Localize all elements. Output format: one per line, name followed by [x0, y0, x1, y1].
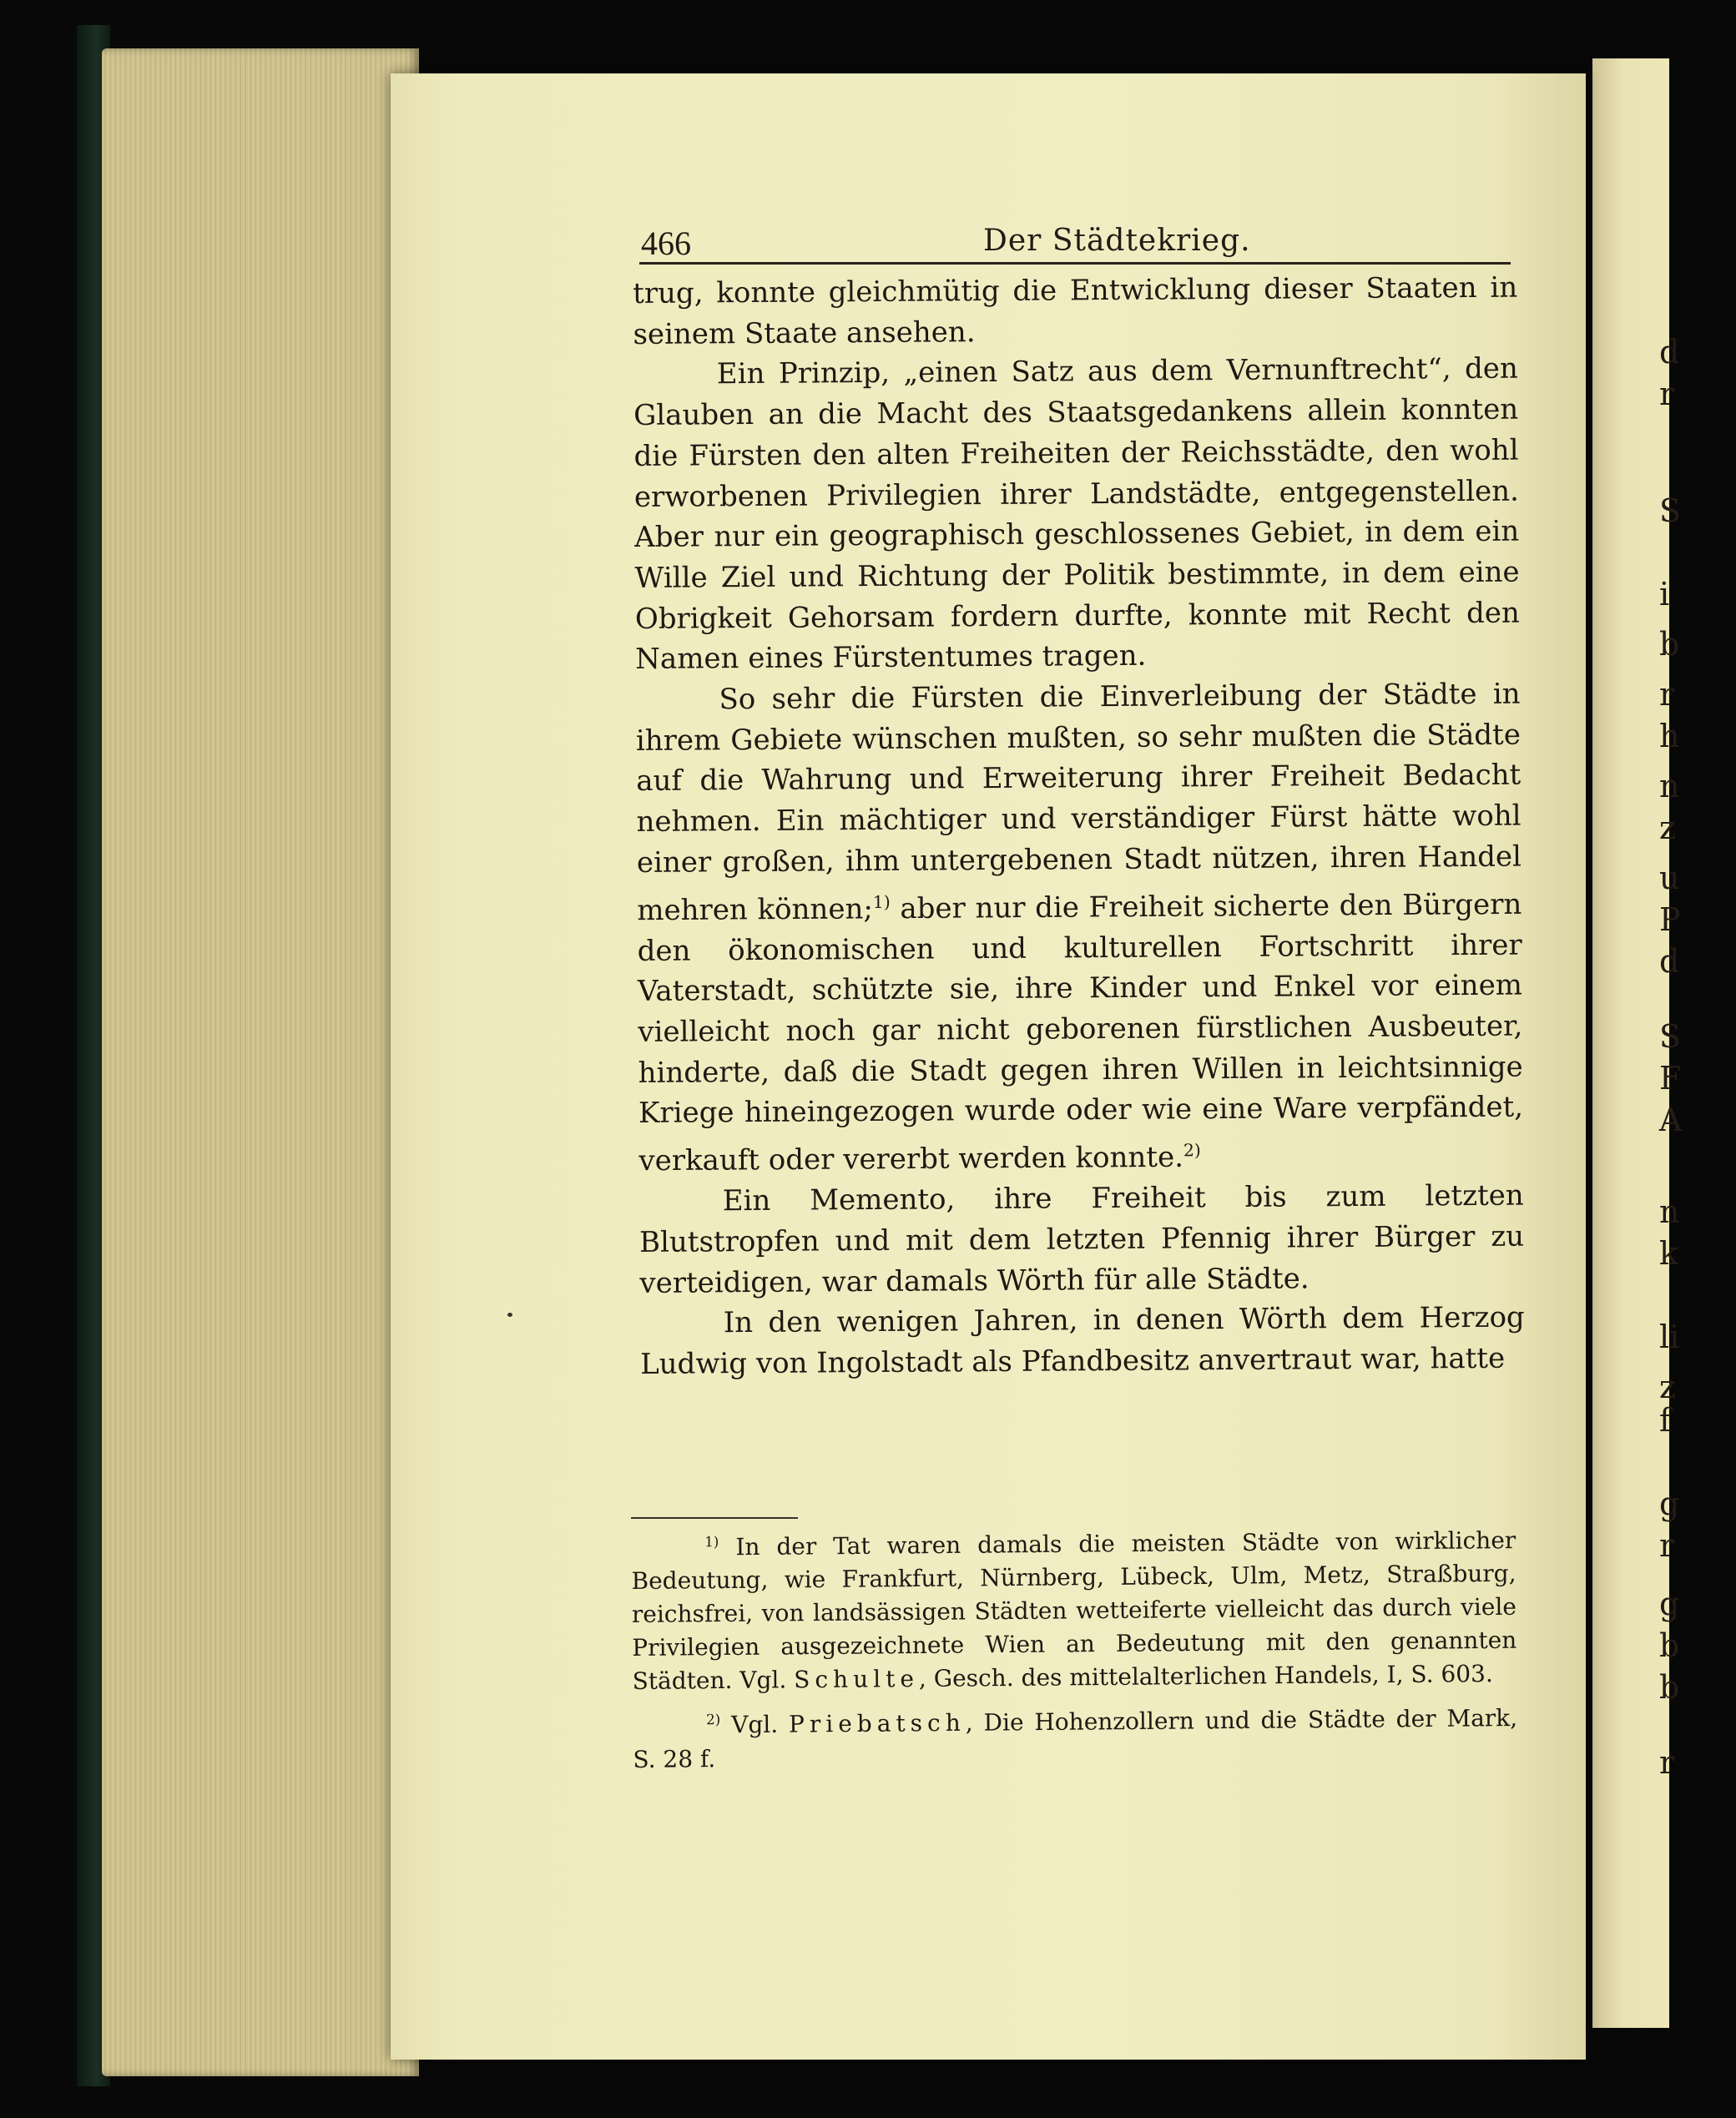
footnotes	[631, 1518, 1518, 1782]
paper-speck	[507, 1313, 512, 1317]
running-head	[641, 224, 1501, 265]
page-block-edge	[102, 48, 419, 2076]
footnote-2-text-a: Vgl.	[720, 1711, 790, 1739]
facing-page-letter: b	[1659, 626, 1680, 663]
facing-page-letter: g	[1659, 1485, 1680, 1522]
facing-page-letter: r	[1659, 676, 1675, 713]
paragraph-2: Ein Prinzip, „einen Satz aus dem Vernunftrecht“, den Glauben an die Macht des Staatsgedankens allein konnten die Fürsten den alten Freiheiten der Reichsstädte, den wohl erworbenen Privilegien ihrer Landstädte, entgegenstellen. Aber nur ein geographisch geschlossenes Gebiet, in dem ein Wille Ziel und Richtung der Politik bestimmte, in dem eine Obrigkeit Gehorsam fordern durfte, konnte mit Recht den Namen eines Fürstentumes tragen.	[633, 352, 1521, 677]
facing-page-letter: h	[1659, 718, 1680, 754]
facing-page-letter: F	[1659, 1060, 1682, 1097]
footnote-2-author: Priebatsch	[788, 1709, 966, 1739]
paragraph-5: In den wenigen Jahren, in denen Wörth dem Herzog Ludwig von Ingolstadt als Pfandbesitz anvertraut war, hatte	[639, 1300, 1525, 1381]
footnote-1-marker: 1)	[704, 1533, 719, 1551]
facing-page-letter: f	[1659, 1402, 1672, 1439]
footnote-1-text-b: , Gesch. des mittelalterlichen Handels, I, S. 603.	[918, 1660, 1493, 1693]
header-rule	[639, 262, 1511, 265]
facing-page-edge	[1592, 58, 1683, 2028]
facing-page-letter: S	[1659, 492, 1682, 529]
footnote-1	[631, 1518, 1517, 1699]
facing-page-letter: d	[1659, 943, 1680, 980]
footnote-1-author: Schulte	[794, 1665, 920, 1694]
facing-page-letter: d	[1659, 334, 1680, 371]
facing-page-letter: r	[1659, 1744, 1675, 1781]
facing-page-letter: n	[1659, 768, 1680, 804]
running-head-title: Der Städtekrieg.	[983, 224, 1251, 258]
facing-page-letter: u	[1659, 860, 1680, 896]
paragraph-4: Ein Memento, ihre Freiheit bis zum letzten Blutstropfen und mit dem letzten Pfennig ihrer Bürger zu verteidigen, war damals Wörth für alle Städte.	[638, 1178, 1525, 1300]
body-text	[633, 268, 1525, 1385]
facing-page-letter: z	[1659, 1369, 1677, 1405]
facing-page-letter: g	[1659, 1586, 1680, 1622]
paragraph-1: trug, konnte gleichmütig die Entwicklung dieser Staaten in seinem Staate ansehen.	[633, 270, 1518, 351]
facing-page-letter: n	[1659, 1193, 1680, 1230]
facing-page-letter: z	[1659, 809, 1677, 846]
facing-page-letter: i	[1659, 576, 1670, 613]
facing-page-letter: li	[1659, 1319, 1680, 1355]
footnote-rule	[631, 1517, 798, 1519]
footnote-ref-1: 1)	[872, 891, 891, 912]
footnote-2-text-b: , Die Hohenzollern und die Städte der Mark, S. 28 f.	[633, 1704, 1518, 1773]
paragraph-3-part-a: So sehr die Fürsten die Einverleibung der Städte in ihrem Gebiete wünschen mußten, so sehr mußten die Städte auf die Wahrung und Erweiterung ihrer Freiheit Bedacht nehmen. Ein mächtiger und verständiger Fürst hätte wohl einer großen, ihm untergebenen Stadt nützen, ihren Handel mehren können;	[635, 677, 1522, 927]
facing-page-letter: A	[1659, 1102, 1683, 1138]
footnote-ref-2: 2)	[1183, 1140, 1201, 1161]
footnote-1-text-a: In der Tat waren damals die meisten Städte von wirklicher Bedeutung, wie Frankfurt, Nürnberg, Lübeck, Ulm, Metz, Straßburg, reichsfrei, von landsässigen Städten wetteiferte vielleicht das durch viele Privilegien ausgezeichnete Wien an Bedeutung mit den genannten Städten. Vgl.	[631, 1526, 1517, 1696]
footnote-2-marker: 2)	[705, 1711, 721, 1728]
book-page	[391, 73, 1586, 2060]
facing-page-letter: S	[1659, 1018, 1682, 1055]
facing-page-letter: b	[1659, 1627, 1680, 1664]
paragraph-3-part-b: aber nur die Freiheit sicherte den Bürgern den ökonomischen und kulturellen Fortschritt ihrer Vaterstadt, schützte sie, ihre Kinder und Enkel vor einem vielleicht noch gar nicht geborenen fürstlichen Ausbeuter, hinderte, daß die Stadt gegen ihren Willen in leichtsinnige Kriege hineingezogen wurde oder wie eine Ware verpfändet, verkauft oder vererbt werden konnte.	[637, 887, 1524, 1178]
facing-page-letter: k	[1659, 1235, 1679, 1272]
paragraph-3	[635, 674, 1523, 1182]
facing-page-letter: r	[1659, 376, 1675, 412]
facing-page-letter: P	[1659, 901, 1681, 938]
facing-page-letter: r	[1659, 1527, 1675, 1564]
footnote-2	[633, 1696, 1518, 1777]
page-number: 466	[641, 224, 691, 262]
facing-page-letter: b	[1659, 1669, 1680, 1706]
